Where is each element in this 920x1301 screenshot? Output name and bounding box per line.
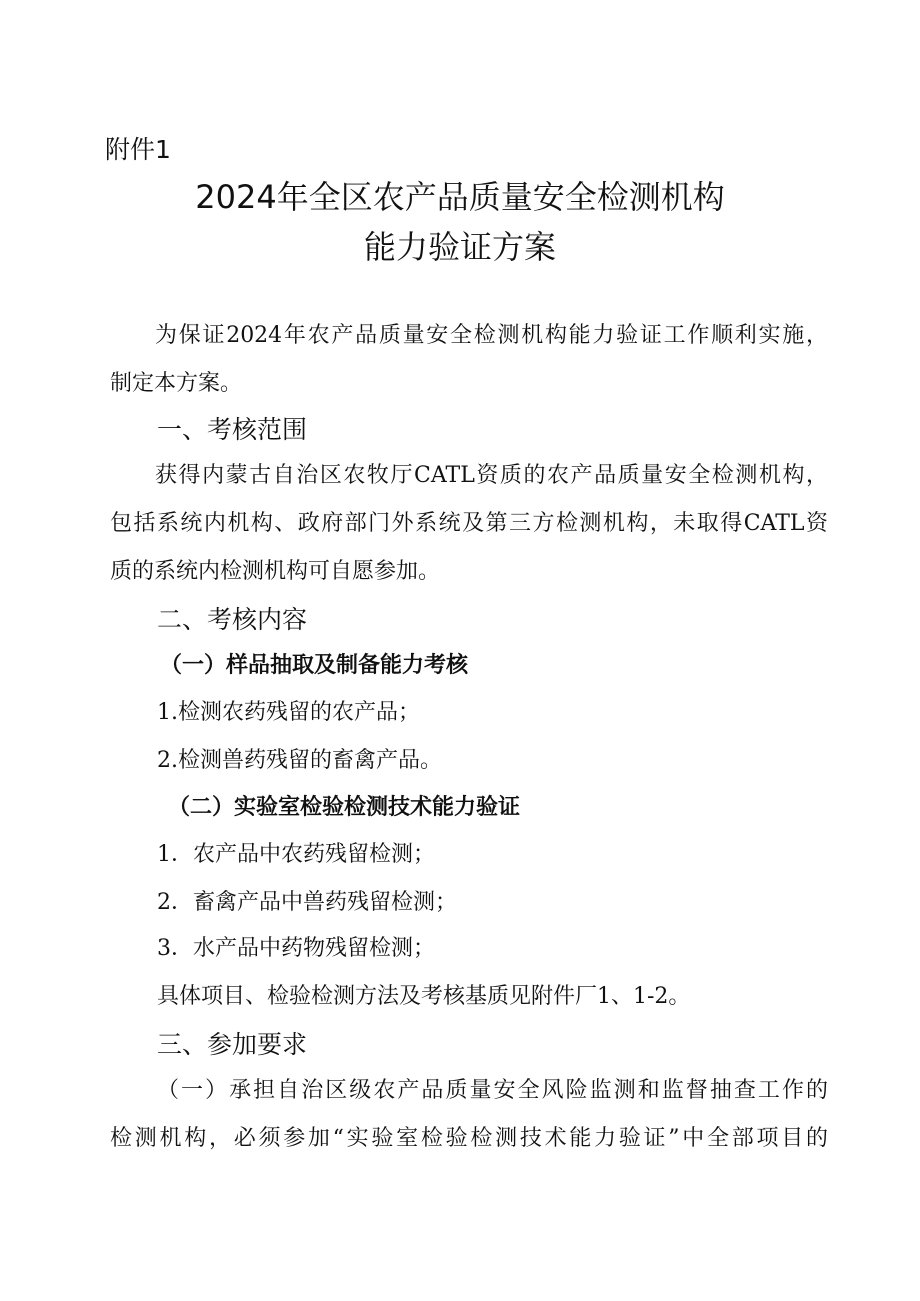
subsection1-item1: 1.检测农药残留的农产品； bbox=[157, 700, 420, 725]
document-title-line2: 能力验证方案 bbox=[363, 228, 556, 266]
subsection2-heading: （二）实验室检验检测技术能力验证 bbox=[168, 795, 521, 820]
section1-line2: 包括系统内机构、政府部门外系统及第三方检测机构，未取得CATL资 bbox=[110, 511, 828, 536]
intro-paragraph-line2: 制定本方案。 bbox=[110, 371, 243, 396]
subsection2-item1: 1．农产品中农药残留检测； bbox=[157, 842, 435, 867]
section2-heading: 二、考核内容 bbox=[157, 605, 308, 634]
subsection1-item2: 2.检测兽药残留的畜禽产品。 bbox=[157, 748, 442, 773]
section1-heading: 一、考核范围 bbox=[157, 415, 308, 444]
section1-line3: 质的系统内检测机构可自愿参加。 bbox=[110, 559, 441, 584]
document-title-line1: 2024年全区农产品质量安全检测机构 bbox=[195, 178, 725, 216]
section3-heading: 三、参加要求 bbox=[157, 1030, 308, 1059]
subsection2-item2: 2．畜禽产品中兽药残留检测； bbox=[157, 890, 457, 915]
section1-line1: 获得内蒙古自治区农牧厅CATL资质的农产品质量安全检测机构， bbox=[155, 463, 828, 488]
attachment-label: 附件1 bbox=[105, 135, 171, 164]
intro-paragraph-line1: 为保证2024年农产品质量安全检测机构能力验证工作顺利实施， bbox=[155, 323, 828, 348]
subsection1-heading: （一）样品抽取及制备能力考核 bbox=[160, 653, 469, 678]
subsection2-item3: 3．水产品中药物残留检测； bbox=[157, 936, 435, 961]
section3-line2: 检测机构，必须参加“实验室检验检测技术能力验证”中全部项目的 bbox=[110, 1126, 828, 1151]
subsection2-note: 具体项目、检验检测方法及考核基质见附件厂1、1-2。 bbox=[157, 984, 691, 1009]
section3-line1: （一）承担自治区级农产品质量安全风险监测和监督抽查工作的 bbox=[157, 1078, 828, 1103]
